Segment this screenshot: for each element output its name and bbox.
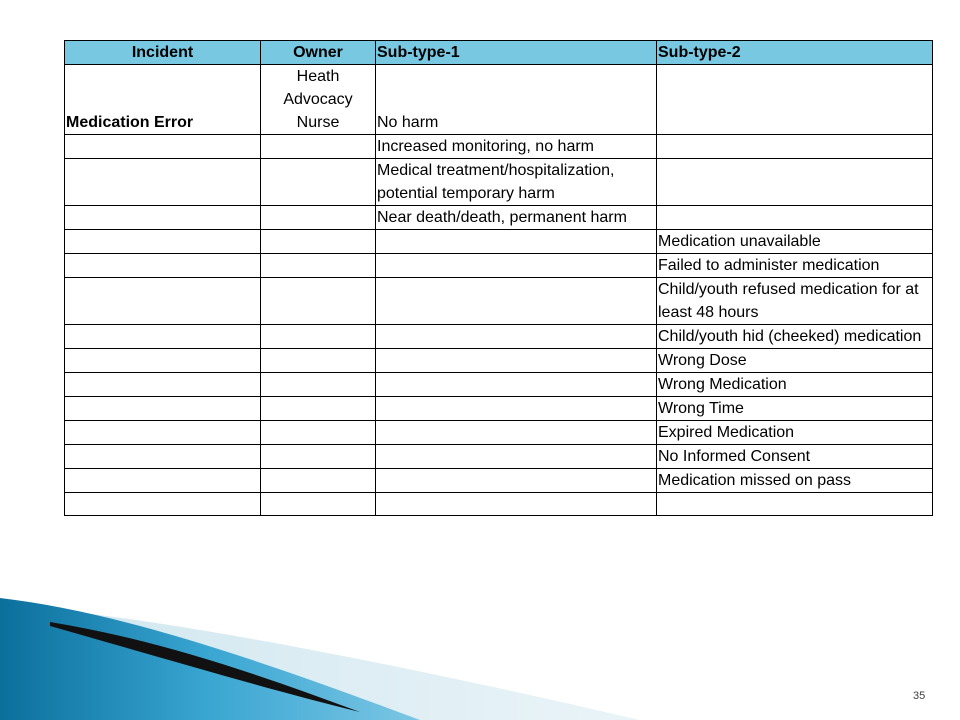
table-row (65, 135, 933, 159)
cell-owner (261, 445, 376, 469)
cell-owner (261, 278, 376, 325)
cell-owner (261, 135, 376, 159)
table-row (65, 278, 933, 325)
cell-incident (65, 445, 261, 469)
cell-owner (261, 349, 376, 373)
table-row (65, 230, 933, 254)
cell-sub-type-2: Wrong Medication (657, 373, 933, 397)
cell-sub-type-2: Wrong Time (657, 397, 933, 421)
cell-incident (65, 421, 261, 445)
cell-incident (65, 206, 261, 230)
cell-incident (65, 493, 261, 516)
cell-owner (261, 373, 376, 397)
cell-incident (65, 469, 261, 493)
header-owner: Owner (261, 41, 376, 65)
cell-owner (261, 469, 376, 493)
header-sub-type-1: Sub-type-1 (376, 41, 657, 65)
cell-sub-type-1 (376, 397, 657, 421)
cell-incident (65, 349, 261, 373)
cell-sub-type-1: Near death/death, permanent harm (376, 206, 657, 230)
cell-owner (261, 493, 376, 516)
header-incident: Incident (65, 41, 261, 65)
table-row (65, 65, 933, 135)
table-row (65, 349, 933, 373)
cell-sub-type-1 (376, 325, 657, 349)
cell-sub-type-1 (376, 421, 657, 445)
cell-sub-type-1 (376, 493, 657, 516)
cell-incident (65, 230, 261, 254)
cell-incident (65, 135, 261, 159)
cell-sub-type-1 (376, 254, 657, 278)
cell-owner (261, 397, 376, 421)
table-row (65, 373, 933, 397)
cell-sub-type-2 (657, 135, 933, 159)
cell-sub-type-1: Medical treatment/hospitalization, potential temporary harm (376, 159, 657, 206)
cell-owner (261, 206, 376, 230)
table-row (65, 493, 933, 516)
cell-sub-type-1 (376, 349, 657, 373)
cell-owner (261, 159, 376, 206)
cell-owner: Heath Advocacy Nurse (261, 65, 376, 135)
cell-owner (261, 254, 376, 278)
cell-sub-type-2: Medication missed on pass (657, 469, 933, 493)
table-row (65, 159, 933, 206)
cell-owner (261, 325, 376, 349)
table-row (65, 325, 933, 349)
table-row (65, 254, 933, 278)
table-header-row (65, 41, 933, 65)
cell-incident (65, 373, 261, 397)
cell-sub-type-1 (376, 445, 657, 469)
cell-incident (65, 397, 261, 421)
table-row (65, 469, 933, 493)
table-row (65, 206, 933, 230)
cell-incident (65, 159, 261, 206)
cell-owner (261, 421, 376, 445)
table-row (65, 421, 933, 445)
page-number: 35 (913, 690, 926, 702)
cell-sub-type-2: Expired Medication (657, 421, 933, 445)
cell-sub-type-2: Child/youth hid (cheeked) medication (657, 325, 933, 349)
cell-incident (65, 278, 261, 325)
cell-sub-type-1 (376, 230, 657, 254)
cell-sub-type-1 (376, 373, 657, 397)
cell-sub-type-1: No harm (376, 65, 657, 135)
cell-sub-type-1 (376, 469, 657, 493)
header-sub-type-2: Sub-type-2 (657, 41, 933, 65)
cell-sub-type-2: Wrong Dose (657, 349, 933, 373)
table-row (65, 397, 933, 421)
cell-incident: Medication Error (65, 65, 261, 135)
cell-sub-type-1 (376, 278, 657, 325)
cell-sub-type-2: Medication unavailable (657, 230, 933, 254)
cell-sub-type-2: No Informed Consent (657, 445, 933, 469)
cell-sub-type-1: Increased monitoring, no harm (376, 135, 657, 159)
cell-owner (261, 230, 376, 254)
cell-incident (65, 325, 261, 349)
cell-incident (65, 254, 261, 278)
table-row (65, 445, 933, 469)
cell-sub-type-2: Failed to administer medication (657, 254, 933, 278)
cell-sub-type-2: Child/youth refused medication for at least 48 hours (657, 278, 933, 325)
cell-sub-type-2 (657, 206, 933, 230)
incident-table (64, 40, 933, 516)
cell-sub-type-2 (657, 159, 933, 206)
cell-sub-type-2 (657, 493, 933, 516)
cell-sub-type-2 (657, 65, 933, 135)
